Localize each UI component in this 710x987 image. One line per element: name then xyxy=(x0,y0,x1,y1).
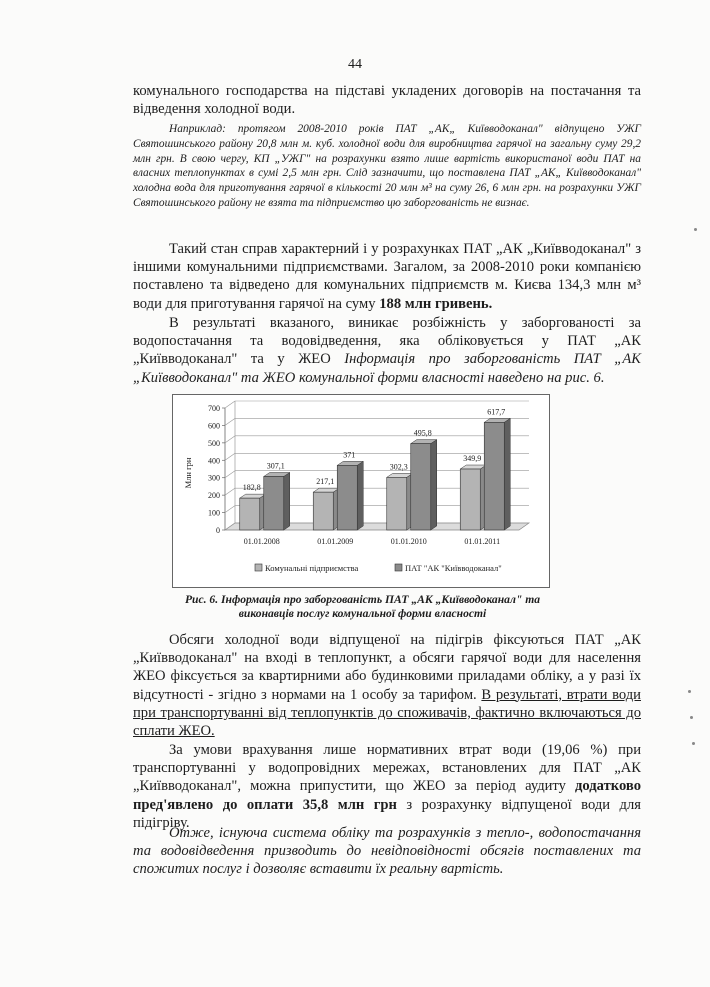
legend-swatch xyxy=(255,564,262,571)
paragraph-2 xyxy=(133,240,641,313)
y-tick-label: 400 xyxy=(208,456,220,466)
bar xyxy=(411,444,431,530)
y-tick-label: 500 xyxy=(208,438,220,448)
paragraph-4 xyxy=(133,631,641,740)
bar-data-label: 182,8 xyxy=(242,483,261,493)
legend-label: Комунальні підприємства xyxy=(265,563,359,573)
bar-data-label: 307,1 xyxy=(266,461,285,471)
y-tick-label: 100 xyxy=(208,508,220,518)
x-tick-label: 01.01.2011 xyxy=(464,537,501,546)
bar-data-label: 371 xyxy=(343,450,356,460)
paragraph-5-bold: додатково пред'явлено до оплати 35,8 млн грн xyxy=(133,778,641,813)
x-tick-label: 01.01.2010 xyxy=(390,537,427,546)
y-tick-label: 700 xyxy=(208,404,220,413)
figure-caption: Рис. 6. Інформація про заборгованість ПАТ „АК „Київводоканал" та виконавців послуг комунальної форми власності xyxy=(184,593,541,620)
bar xyxy=(313,492,333,530)
page-number: 44 xyxy=(348,57,362,72)
figure-6-chart xyxy=(172,394,550,588)
paragraph-4-underlined: В результаті, втрати води при транспортуванні від теплопунктів до споживачів, фактично включаються до сплати ЖЕО. xyxy=(133,686,641,740)
y-tick-label: 0 xyxy=(216,526,220,535)
paragraph-1: комунального господарства на підставі укладених договорів на постачання та відведення холодної води. xyxy=(133,83,641,118)
scan-speck xyxy=(688,690,691,693)
legend-label: ПАТ "АК "Київводоканал" xyxy=(405,563,502,573)
paragraph-5-text-end: з розрахунку відпущеної води для підігріву. xyxy=(133,796,641,831)
paragraph-continued xyxy=(133,82,641,118)
grid-diagonal xyxy=(225,506,235,513)
bar xyxy=(264,476,284,530)
paragraph-4-text: Обсяги холодної води відпущеної на підігрів фіксуються ПАТ „АК „Київводоканал" на вході в теплопункт, а обсяги гарячої води для населення ЖЕО фіксується за квартирними або будинковими приладами обліку, а у разі їх відсутності - згідно з нормами на 1 особу за тарифом. xyxy=(133,632,641,703)
bar-side xyxy=(357,461,363,530)
paragraph-6-italic: Отже, існуюча система обліку та розрахунків з тепло-, водопостачання та водовідведення призводить до невідповідності обсягів поставлених та спожитих послуг і дозволяє вставити їх реальну вартість. xyxy=(133,825,641,878)
y-tick-label: 600 xyxy=(208,421,220,431)
grid-diagonal xyxy=(225,418,235,425)
scan-speck xyxy=(694,228,697,231)
grid-diagonal xyxy=(225,436,235,443)
bar xyxy=(387,477,407,530)
bar-data-label: 495,8 xyxy=(413,428,432,438)
grid-diagonal xyxy=(225,401,235,408)
grid-diagonal xyxy=(225,471,235,478)
bar-data-label: 349,9 xyxy=(463,454,482,464)
bar-data-label: 302,3 xyxy=(389,462,408,472)
paragraph-3-italic: Інформація про заборгованість ПАТ „АК „Київводоканал" та ЖЕО комунальної форми власності наведено на рис. 6. xyxy=(133,351,641,386)
bar xyxy=(240,498,260,530)
bar xyxy=(337,465,357,530)
x-tick-label: 01.01.2009 xyxy=(317,537,354,546)
bar-chart xyxy=(173,395,549,587)
paragraph-3-text: В результаті вказаного, виникає розбіжність у заборгованості за водопостачання та водовідведення, яка обліковується у ПАТ „АК „Київводоканал" та у ЖЕО xyxy=(133,315,641,368)
bar xyxy=(484,422,504,530)
bar-side xyxy=(431,440,437,530)
example-note xyxy=(133,122,641,211)
scan-speck xyxy=(692,742,695,745)
paragraph-5-text: За умови врахування лише нормативних втрат води (19,06 %) при транспортуванні у водопровідних мережах, встановлених для ПАТ „АК „Київводоканал", можна припустити, що ЖЕО за період аудиту xyxy=(133,742,641,795)
bar-data-label: 617,7 xyxy=(487,407,506,417)
bar xyxy=(460,469,480,530)
bar-data-label: 217,1 xyxy=(316,477,335,487)
paragraph-3 xyxy=(133,314,641,387)
y-tick-label: 200 xyxy=(208,491,220,501)
bar-side xyxy=(284,472,290,530)
paragraph-5 xyxy=(133,741,641,832)
y-axis-label: Млн грн xyxy=(183,457,193,489)
paragraph-2-text: Такий стан справ характерний і у розрахунках ПАТ „АК „Київводоканал" з іншими комунальними підприємствами. Загалом, за 2008-2010 роки компанією поставлено та відведено для комунальних підприємств м. Києва 134,3 млн м³ води для приготування гарячої на суму xyxy=(133,241,641,312)
grid-diagonal xyxy=(225,453,235,460)
y-tick-label: 300 xyxy=(208,473,220,483)
example-note-text: Наприклад: протягом 2008-2010 років ПАТ „АК„ Київводоканал" відпущено УЖГ Святошинського району 20,8 млн м. куб. холодної води для виробництва гарячої на загальну суму 29,2 млн грн. В свою чергу, КП „УЖГ" на розрахунки взято лише вартість використаної води ПАТ на власних теплопунктах в сумі 2,5 млн грн. Слід зазначити, що поставлена ПАТ „АК„ Київводоканал" холодна вода для приготування гарячої в кількості 20 млн м³ на суму 26, 6 млн грн. на розрахунки УЖГ Святошинського району не взята та підприємство цю заборгованість не визнає. xyxy=(133,123,641,209)
scan-speck xyxy=(690,716,693,719)
legend-swatch xyxy=(395,564,402,571)
bar-side xyxy=(504,418,510,530)
x-tick-label: 01.01.2008 xyxy=(243,537,280,546)
paragraph-2-bold: 188 млн гривень. xyxy=(379,295,493,312)
grid-diagonal xyxy=(225,488,235,495)
paragraph-6 xyxy=(133,824,641,879)
